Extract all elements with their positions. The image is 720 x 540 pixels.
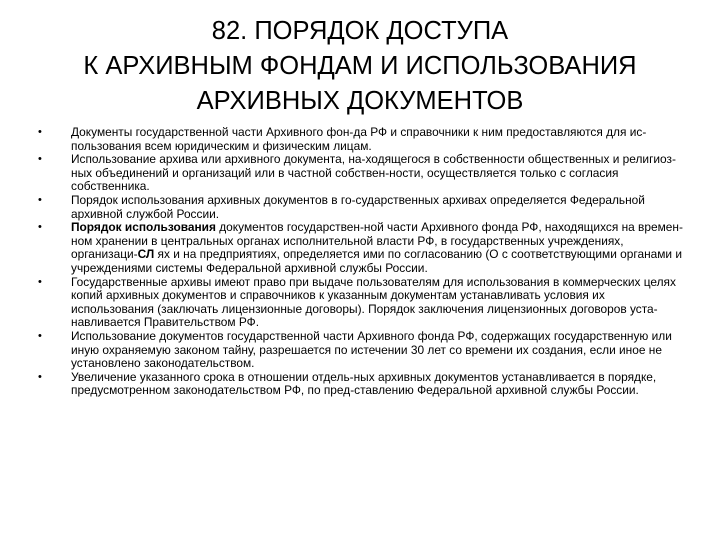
- bullet-text: Порядок использования архивных документов в го-сударственных архивах определяется Федеральной архивной службой России.: [71, 192, 645, 221]
- title-line-2: К АРХИВНЫМ ФОНДАМ И ИСПОЛЬЗОВАНИЯ: [83, 52, 637, 80]
- bullet-text: Государственные архивы имеют право при выдаче пользователям для использования в коммерческих целях копий архивных документов и справочников к указанным документам устанавливать условия их использования (заключать лицензионные договоры). Порядок заключения лицензионных договоров уста-навливается Правительством РФ.: [71, 274, 676, 330]
- bullet-bold-phrase: Порядок использования: [71, 220, 216, 235]
- bullet-item: [38, 153, 688, 194]
- bullet-marker: •: [38, 153, 42, 166]
- bullet-marker: •: [38, 193, 42, 206]
- bullet-item: [38, 276, 688, 330]
- title-line-1: 82. ПОРЯДОК ДОСТУПА: [211, 17, 509, 45]
- bullet-text: Увеличение указанного срока в отношении отдель-ных архивных документов устанавливается в порядке, предусмотренном законодательством РФ, по пред-ставлению Федеральной архивной службы России.: [71, 369, 657, 398]
- bullet-marker: •: [38, 221, 42, 234]
- bullet-item: [38, 221, 688, 275]
- bullet-item: [38, 371, 688, 398]
- bullet-text: Документы государственной части Архивного фон-да РФ и справочники к ним предоставляются для ис-пользования всем юридическим и физическим лицам.: [71, 125, 647, 153]
- bullet-marker: •: [38, 275, 42, 288]
- bullet-text-part-a: документов государствен-ной части Архивного фонда РФ, находящихся на времен-ном хранении в центральных органах исполнительной власти РФ, в государственных учреждениях, организаци-: [71, 220, 683, 262]
- bullet-item: [38, 330, 688, 371]
- bullet-item: [38, 126, 688, 153]
- bullet-item: [38, 194, 688, 221]
- bullet-text: Использование архива или архивного документа, на-ходящегося в собственности общественных и религиоз-ных объединений и организаций или в частной собствен-ности, осуществляется только с согласия собственника.: [71, 152, 676, 194]
- bullet-marker: •: [38, 370, 42, 383]
- bullet-text-part-b: ях и на предприятиях, определяется ими по согласованию (О с соответствующими органами и учреждениями системы Федеральной архивной службы России.: [71, 247, 683, 275]
- title-line-3: АРХИВНЫХ ДОКУМЕНТОВ: [196, 87, 524, 115]
- bullet-marker: •: [38, 329, 42, 342]
- bullet-text: Использование документов государственной части Архивного фонда РФ, содержащих государственную или иную охраняемую законом тайну, разрешается по истечении 30 лет со времени их создания, если иное не установлено законодательством.: [71, 328, 672, 371]
- slide-title: [20, 14, 700, 119]
- bullet-text: [71, 220, 683, 275]
- bullet-list: [38, 126, 688, 398]
- bullet-marker: •: [38, 126, 42, 138]
- bullet-bold-fragment: СЛ: [137, 247, 155, 262]
